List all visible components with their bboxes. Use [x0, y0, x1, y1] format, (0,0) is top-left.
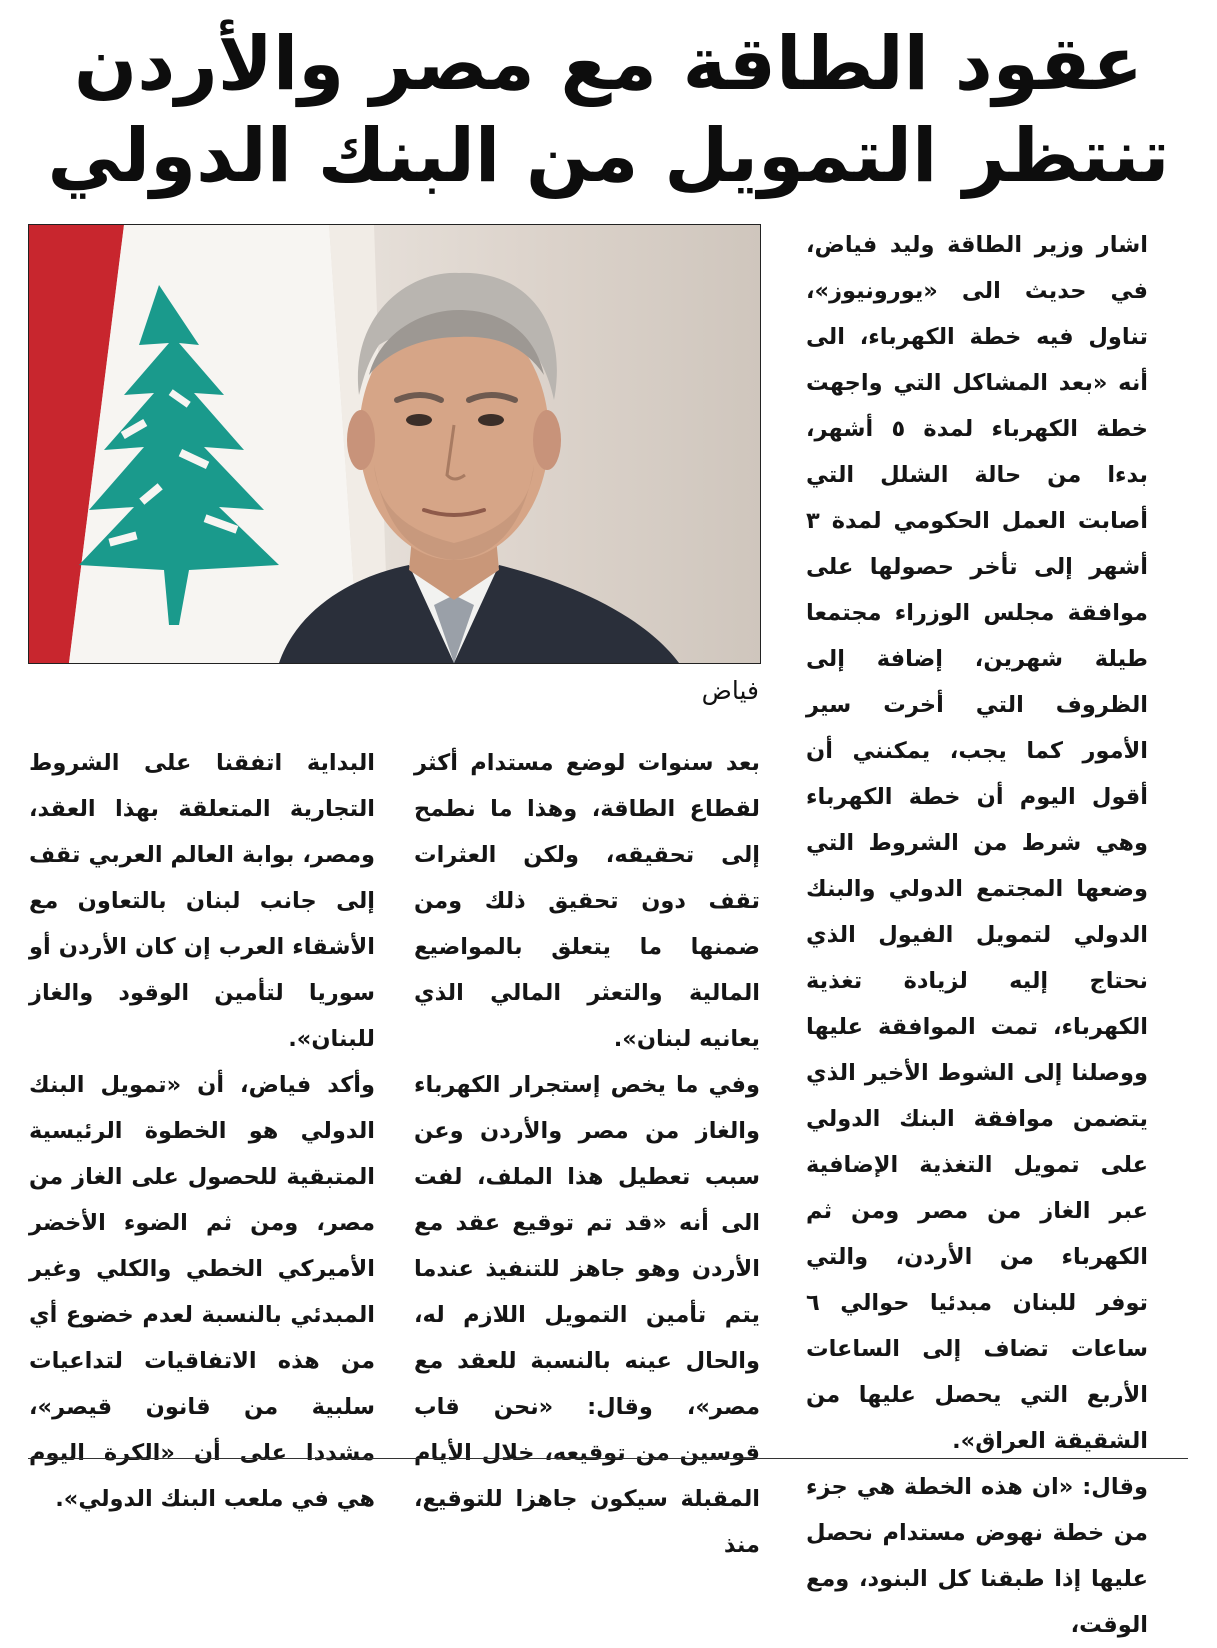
article-column-3: [29, 740, 375, 1512]
article-column-1: [806, 222, 1148, 1638]
paragraph: وفي ما يخص إستجرار الكهرباء والغاز من مصر والأردن وعن سبب تعطيل هذا الملف، لفت الى أنه «قد تم توقيع عقد مع الأردن وهو جاهز للتنفيذ عندما يتم تأمين التمويل اللازم له، والحال عينه بالنسبة للعقد مع مصر»، وقال: «نحن قاب قوسين من توقيعه، خلال الأيام المقبلة سيكون جاهزا للتوقيع، منذ: [414, 1072, 760, 1558]
headline-line-1: عقود الطاقة مع مصر والأردن: [74, 21, 1143, 107]
paragraph: وقال: «ان هذه الخطة هي جزء من خطة نهوض مستدام نحصل عليها إذا طبقنا كل البنود، ومع الوقت،: [806, 1474, 1148, 1638]
minister-photo: [28, 224, 761, 664]
bottom-divider: [28, 1458, 1188, 1459]
headline: [20, 18, 1197, 202]
article-column-2: [414, 740, 760, 1558]
paragraph: البداية اتفقنا على الشروط التجارية المتعلقة بهذا العقد، ومصر، بوابة العالم العربي تقف إلى جانب لبنان بالتعاون مع الأشقاء العرب إن كان الأردن أو سوريا لتأمين الوقود والغاز للبنان».: [29, 750, 375, 1052]
headline-line-2: تنتظر التمويل من البنك الدولي: [47, 113, 1170, 199]
photo-caption: فياض: [701, 676, 759, 705]
paragraph: بعد سنوات لوضع مستدام أكثر لقطاع الطاقة، وهذا ما نطمح إلى تحقيقه، ولكن العثرات تقف دون تحقيق ذلك ومن ضمنها ما يتعلق بالمواضيع المالية والتعثر المالي الذي يعانيه لبنان».: [414, 750, 760, 1052]
paragraph: اشار وزير الطاقة وليد فياض، في حديث الى «يورونيوز»، تناول فيه خطة الكهرباء، الى أنه «بعد المشاكل التي واجهت خطة الكهرباء لمدة ٥ أشهر، بدءا من حالة الشلل التي أصابت العمل الحكومي لمدة ٣ أشهر إلى تأخر حصولها على موافقة مجلس الوزراء مجتمعا طيلة شهرين، إضافة إلى الظروف التي أخرت سير الأمور كما يجب، يمكنني أن أقول اليوم أن خطة الكهرباء وهي شرط من الشروط التي وضعها المجتمع الدولي والبنك الدولي لتمويل الفيول الذي نحتاج إليه لزيادة تغذية الكهرباء، تمت الموافقة عليها ووصلنا إلى الشوط الأخير الذي يتضمن موافقة البنك الدولي على تمويل التغذية الإضافية عبر الغاز من مصر ومن ثم الكهرباء من الأردن، والتي توفر للبنان مبدئيا حوالي ٦ ساعات تضاف إلى الساعات الأربع التي يحصل عليها من الشقيقة العراق».: [806, 232, 1148, 1454]
paragraph: وأكد فياض، أن «تمويل البنك الدولي هو الخطوة الرئيسية المتبقية للحصول على الغاز من مصر، ومن ثم الضوء الأخضر الأميركي الخطي والكلي وغير المبدئي بالنسبة لعدم خضوع أي من هذه الاتفاقيات لتداعيات سلبية من قانون قيصر»، مشددا على أن «الكرة اليوم هي في ملعب البنك الدولي».: [29, 1072, 375, 1512]
